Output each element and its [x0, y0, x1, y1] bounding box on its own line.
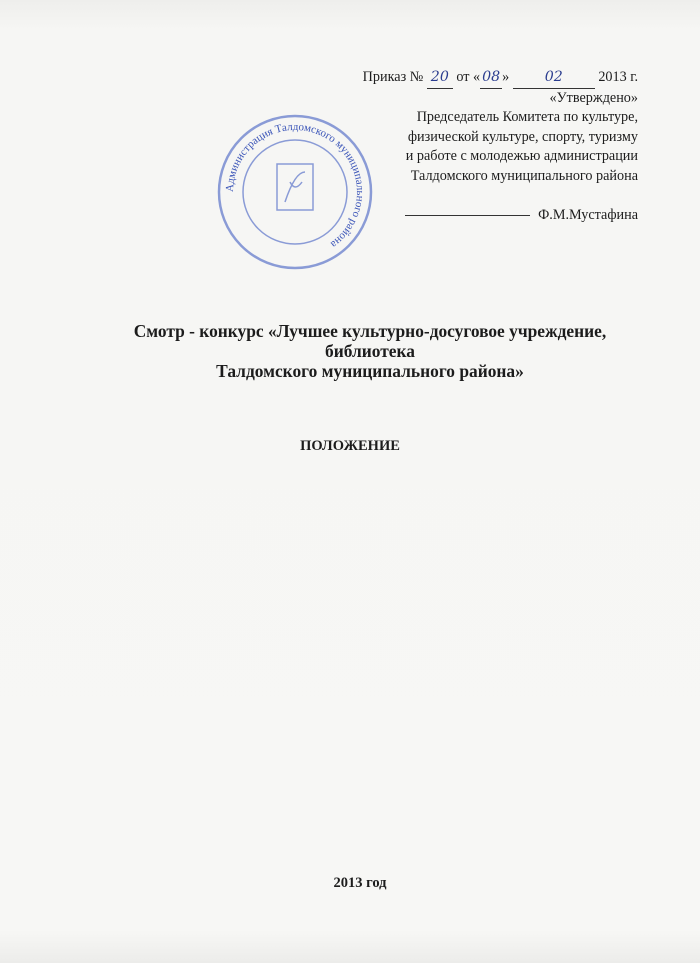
order-month: 02 — [513, 68, 595, 89]
position-line: и работе с молодежью администрации — [405, 148, 638, 165]
official-stamp — [215, 112, 375, 272]
signature-line — [363, 206, 638, 226]
title-line: Талдомского муниципального района» — [216, 360, 524, 381]
position-line: физической культуре, спорту, туризму — [407, 128, 638, 145]
stamp-text: Администрация Талдомского муниципального района — [223, 120, 367, 251]
document-title — [0, 322, 700, 381]
signature-blank — [405, 215, 530, 216]
signatory-name: Ф.М.Мустафина — [538, 206, 638, 223]
position-line: Председатель Комитета по культуре, — [416, 109, 638, 126]
document-type: ПОЛОЖЕНИЕ — [300, 438, 400, 454]
order-number: 20 — [427, 68, 453, 89]
title-line: библиотека — [325, 340, 415, 361]
footer-year: 2013 год — [333, 875, 387, 891]
approved-label: «Утверждено» — [549, 89, 638, 106]
approval-header — [363, 68, 638, 225]
order-line: Приказ № 20 от « 08 » 02 2013 г. — [363, 68, 638, 89]
order-day: 08 — [480, 68, 502, 89]
position-line: Талдомского муниципального района — [410, 167, 638, 184]
title-line: Смотр - конкурс «Лучшее культурно-досуговое учреждение, — [133, 321, 607, 341]
